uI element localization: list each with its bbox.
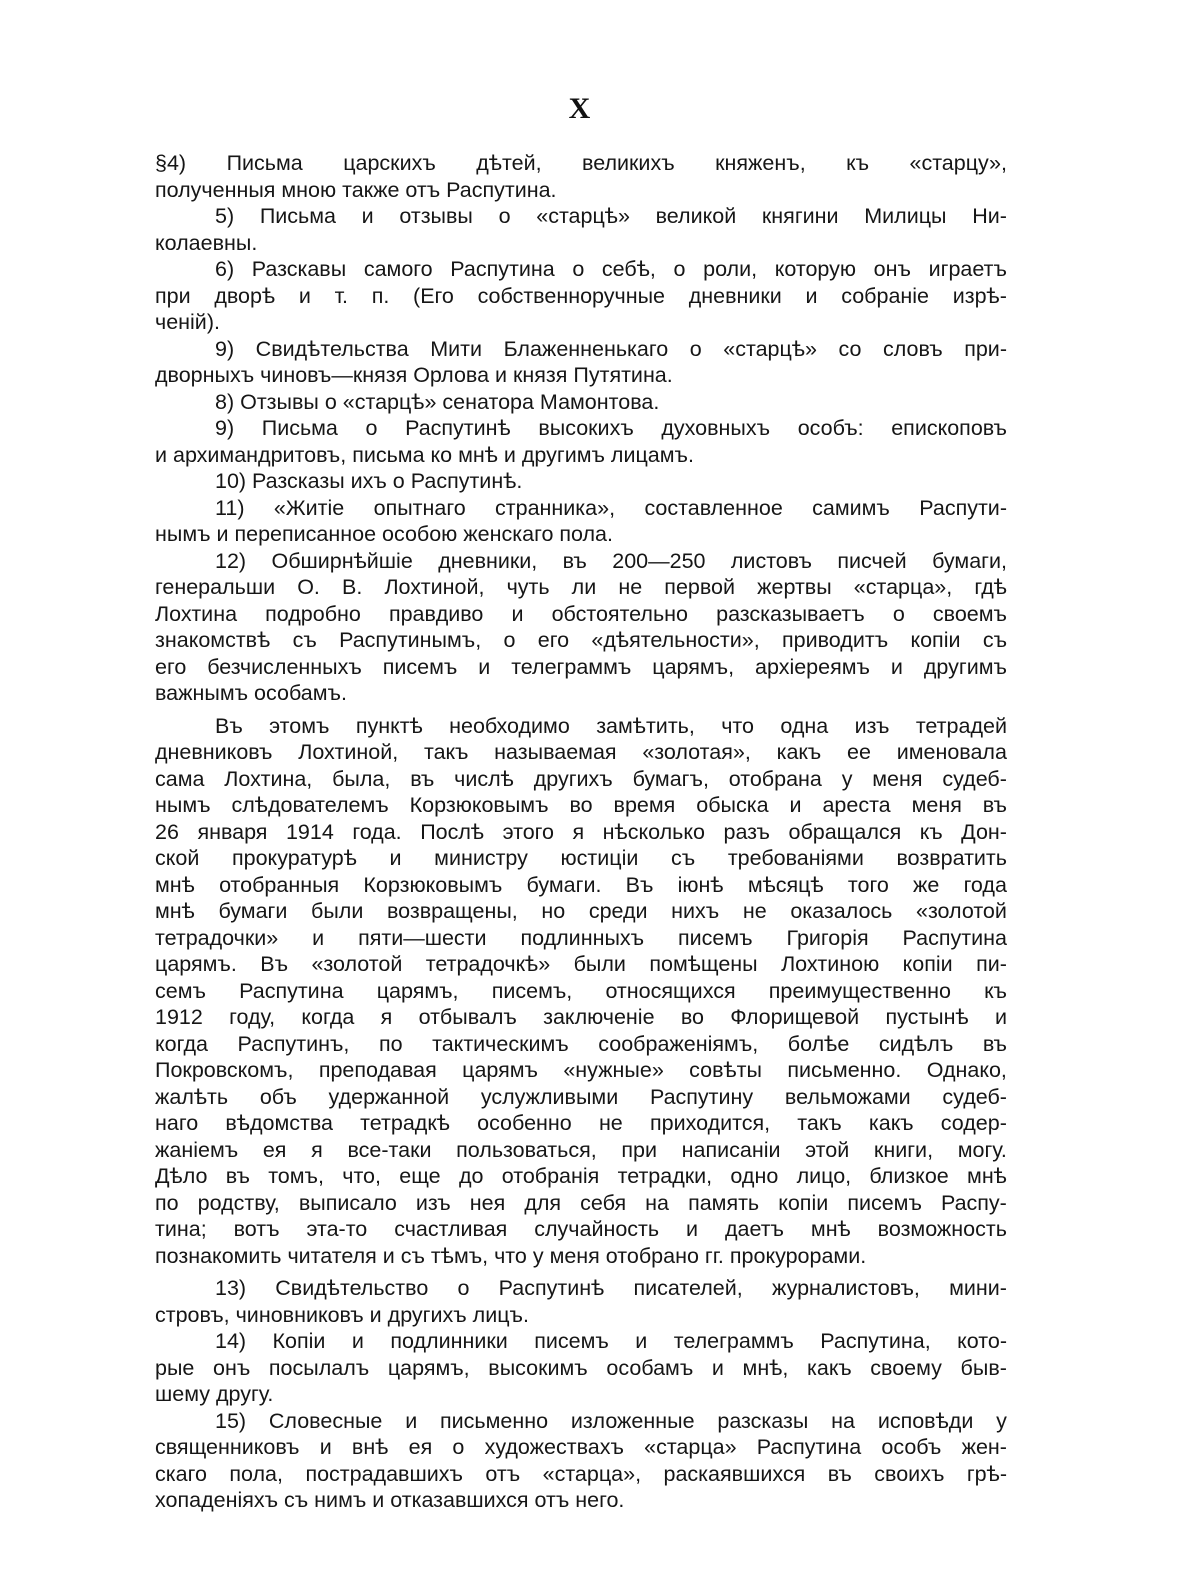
text-line: колаевны. — [155, 230, 258, 255]
text-line: скаго пола, пострадавшихъ отъ «старца», раскаявшихся въ своихъ грѣ- — [155, 1461, 1007, 1486]
text-line: 9) Письма о Распутинѣ высокихъ духовныхъ особъ: епископовъ — [215, 416, 1007, 440]
text-line: познакомить читателя и съ тѣмъ, что у меня отобрано гг. прокурорами. — [155, 1243, 867, 1268]
text-line: 15) Словесные и письменно изложенные разсказы на исповѣди у — [215, 1408, 1007, 1433]
text-line: и архимандритовъ, письма ко мнѣ и другимъ лицамъ. — [155, 442, 694, 467]
text-line: мнѣ бумаги были возвращены, но среди нихъ не оказалось «золотой — [155, 899, 1007, 923]
text-line: царямъ. Въ «золотой тетрадочкѣ» были помѣщены Лохтиною копіи пи- — [155, 952, 1007, 976]
text-line: ской прокуратурѣ и министру юстиціи съ требованіями возвратить — [155, 846, 1007, 870]
text-line: 8) Отзывы о «старцѣ» сенатора Мамонтова. — [215, 389, 660, 414]
text-line: по родству, выписало изъ нея для себя на память копіи писемъ Распу- — [155, 1190, 1007, 1215]
text-line: 26 января 1914 года. Послѣ этого я нѣсколько разъ обращался къ Дон- — [155, 819, 1007, 844]
text-line: священниковъ и внѣ ея о художествахъ «старца» Распутина особъ жен- — [155, 1435, 1007, 1459]
text-line: тина; вотъ эта-то счастливая случайность и даетъ мнѣ возможность — [155, 1217, 1007, 1241]
text-line: 1912 году, когда я отбывалъ заключеніе во Флорищевой пустынѣ и — [155, 1005, 1007, 1029]
text-line: 5) Письма и отзывы о «старцѣ» великой княгини Милицы Ни- — [215, 204, 1007, 228]
text-line: 10) Разсказы ихъ о Распутинѣ. — [215, 469, 523, 493]
text-line: знакомствѣ съ Распутинымъ, о его «дѣятельности», приводитъ копіи съ — [155, 628, 1007, 652]
text-line: стровъ, чиновниковъ и другихъ лицъ. — [155, 1302, 529, 1327]
text-line: тетрадочки» и пяти—шести подлинныхъ писемъ Григорія Распутина — [155, 925, 1007, 950]
text-line: наго вѣдомства тетрадкѣ особенно не приходится, такъ какъ содер- — [155, 1111, 1007, 1135]
text-line: рые онъ посылалъ царямъ, высокимъ особамъ и мнѣ, какъ своему быв- — [155, 1355, 1007, 1380]
text-line: 9) Свидѣтельства Мити Блаженненькаго о «старцѣ» со словъ при- — [215, 336, 1007, 361]
text-line: генеральши О. В. Лохтиной, чуть ли не первой жертвы «старца», гдѣ — [155, 575, 1007, 599]
text-line: важнымъ особамъ. — [155, 681, 347, 705]
text-line: Дѣло въ томъ, что, еще до отобранія тетрадки, одно лицо, близкое мнѣ — [155, 1164, 1007, 1188]
text-line: 12) Обширнѣйшіе дневники, въ 200—250 листовъ писчей бумаги, — [215, 548, 1007, 573]
text-line: семъ Распутина царямъ, писемъ, относящихся преимущественно къ — [155, 978, 1007, 1003]
text-line: §4) Письма царскихъ дѣтей, великихъ княженъ, къ «старцу», — [155, 151, 1007, 175]
text-line: нымъ слѣдователемъ Корзюковымъ во время обыска и ареста меня въ — [155, 793, 1007, 817]
text-line: его безчисленныхъ писемъ и телеграммъ царямъ, архіереямъ и другимъ — [155, 654, 1007, 679]
text-line: сама Лохтина, была, въ числѣ другихъ бумагъ, отобрана у меня судеб- — [155, 766, 1007, 791]
text-line: 14) Копіи и подлинники писемъ и телеграммъ Распутина, кото- — [215, 1329, 1007, 1353]
text-line: ченій). — [155, 310, 220, 334]
text-line: Въ этомъ пунктѣ необходимо замѣтить, что одна изъ тетрадей — [215, 713, 1007, 738]
text-line: Покровскомъ, преподавая царямъ «нужные» совѣты письменно. Однако, — [155, 1058, 1007, 1082]
text-line: Лохтина подробно правдиво и обстоятельно разсказываетъ о своемъ — [155, 601, 1007, 626]
text-line: 11) «Житіе опытнаго странника», составленное самимъ Распути- — [215, 495, 1007, 520]
text-line: дворныхъ чиновъ—князя Орлова и князя Путятина. — [155, 363, 673, 387]
text-line: при дворѣ и т. п. (Его собственноручные дневники и собраніе изрѣ- — [155, 283, 1007, 308]
text-line: дневниковъ Лохтиной, такъ называемая «золотая», какъ ее именовала — [155, 740, 1007, 764]
text-line: полученныя мною также отъ Распутина. — [155, 177, 557, 202]
text-line: хопаденіяхъ съ нимъ и отказавшихся отъ него. — [155, 1488, 625, 1512]
text-line: жаніемъ ея я все-таки пользоваться, при написаніи этой книги, могу. — [155, 1137, 1007, 1162]
text-line: жалѣть объ удержанной услужливыми Распутину вельможами судеб- — [155, 1084, 1007, 1109]
text-line: когда Распутинъ, по тактическимъ соображеніямъ, болѣе сидѣлъ въ — [155, 1031, 1007, 1056]
text-line: мнѣ отобранныя Корзюковымъ бумаги. Въ іюнѣ мѣсяцѣ того же года — [155, 872, 1007, 897]
text-line: 6) Разскавы самого Распутина о себѣ, о роли, которую онъ играетъ — [215, 257, 1007, 281]
page-number: X — [568, 92, 592, 125]
body-text — [155, 150, 1007, 1514]
text-line: нымъ и переписанное особою женскаго пола. — [155, 522, 613, 546]
text-line: 13) Свидѣтельство о Распутинѣ писателей, журналистовъ, мини- — [215, 1276, 1007, 1300]
text-line: шему другу. — [155, 1382, 274, 1406]
